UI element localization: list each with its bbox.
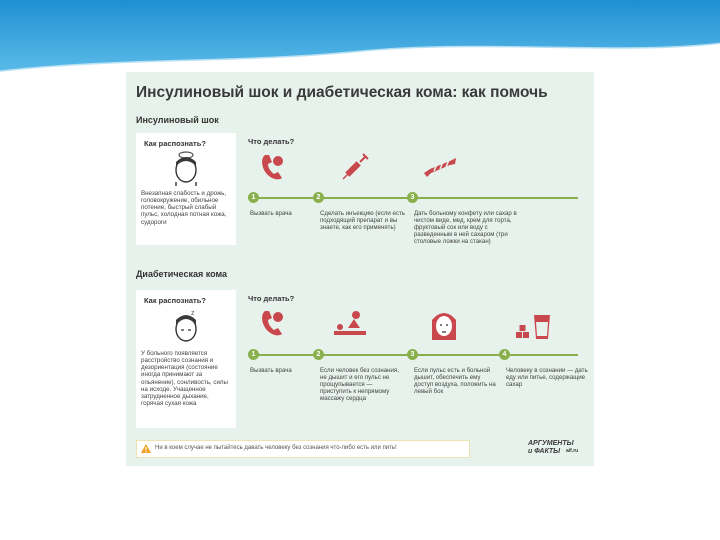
step-text: Если человек без сознания, не дышит и его пульс не прощупывается — приступить к непрямому массажу сердца	[320, 367, 399, 402]
recognize-card-diabetic-coma	[136, 290, 236, 428]
step-number: 3	[407, 192, 418, 203]
warning-text: Ни в коем случае не пытайтесь давать человеку без сознания что-либо есть или пить!	[155, 445, 397, 451]
header-banner	[0, 0, 720, 80]
step-text: Человеку в сознании — дать еду или питье, содержащие сахар	[506, 367, 588, 388]
what-to-do-label: Что делать?	[248, 137, 295, 146]
step-text: Если пульс есть и больной дышит, обеспечить ему доступ воздуха, положить на левый бок	[414, 367, 496, 395]
aif-logo	[528, 440, 586, 460]
warning-icon	[141, 444, 151, 453]
section-heading-diabetic-coma: Диабетическая кома	[136, 269, 228, 279]
step-number: 1	[248, 349, 259, 360]
step-number: 2	[313, 349, 324, 360]
step-number: 1	[248, 192, 259, 203]
recognize-title: Как распознать?	[144, 296, 206, 305]
candy-icon	[422, 156, 458, 178]
logo-line1: АРГУМЕНТЫ	[528, 440, 574, 447]
step-text: Вызвать врача	[250, 367, 292, 374]
step-text: Дать больному конфету или сахар в чистом виде, мед, крем для торта, фруктовый сок или воду с разведенным в ней сахаром (три столовые ложки на стакан)	[414, 210, 517, 245]
logo-line2: и ФАКТЫ	[528, 448, 561, 455]
step-number: 4	[499, 349, 510, 360]
recognize-text: Внезапная слабость и дрожь, головокружение, обильное потение, быстрый слабый пульс, холодная потная кожа, судороги	[141, 190, 227, 226]
step-number: 2	[313, 192, 324, 203]
cpr-icon	[332, 310, 368, 338]
sugar-drink-icon	[514, 312, 554, 340]
syringe-icon	[340, 152, 370, 182]
infographic-panel	[126, 72, 594, 466]
svg-text:z: z	[191, 310, 195, 317]
section-heading-insulin-shock: Инсулиновый шок	[136, 115, 219, 125]
logo-site: aif.ru	[566, 448, 579, 454]
recognize-card-insulin-shock	[136, 133, 236, 245]
warning-banner	[136, 440, 470, 458]
phone-icon	[260, 152, 286, 182]
sleepy-head-icon	[172, 308, 202, 344]
phone-icon	[260, 308, 286, 338]
what-to-do-label: Что делать?	[248, 294, 295, 303]
step-number: 3	[407, 349, 418, 360]
face-icon	[430, 310, 458, 342]
recognize-title: Как распознать?	[144, 139, 206, 148]
infographic-title: Инсулиновый шок и диабетическая кома: как помочь	[136, 84, 548, 101]
recognize-text: У больного появляется расстройство сознания и дезориентация (состояние иногда принимают за опьянение), сонливость, силы на исходе. Учащенное затрудненное дыхание, горячая сухая кожа	[141, 350, 228, 407]
step-text: Сделать инъекцию (если есть подходящий препарат и вы знаете, как его применять)	[320, 210, 405, 231]
dizzy-head-icon	[172, 150, 200, 186]
step-text: Вызвать врача	[250, 210, 292, 217]
